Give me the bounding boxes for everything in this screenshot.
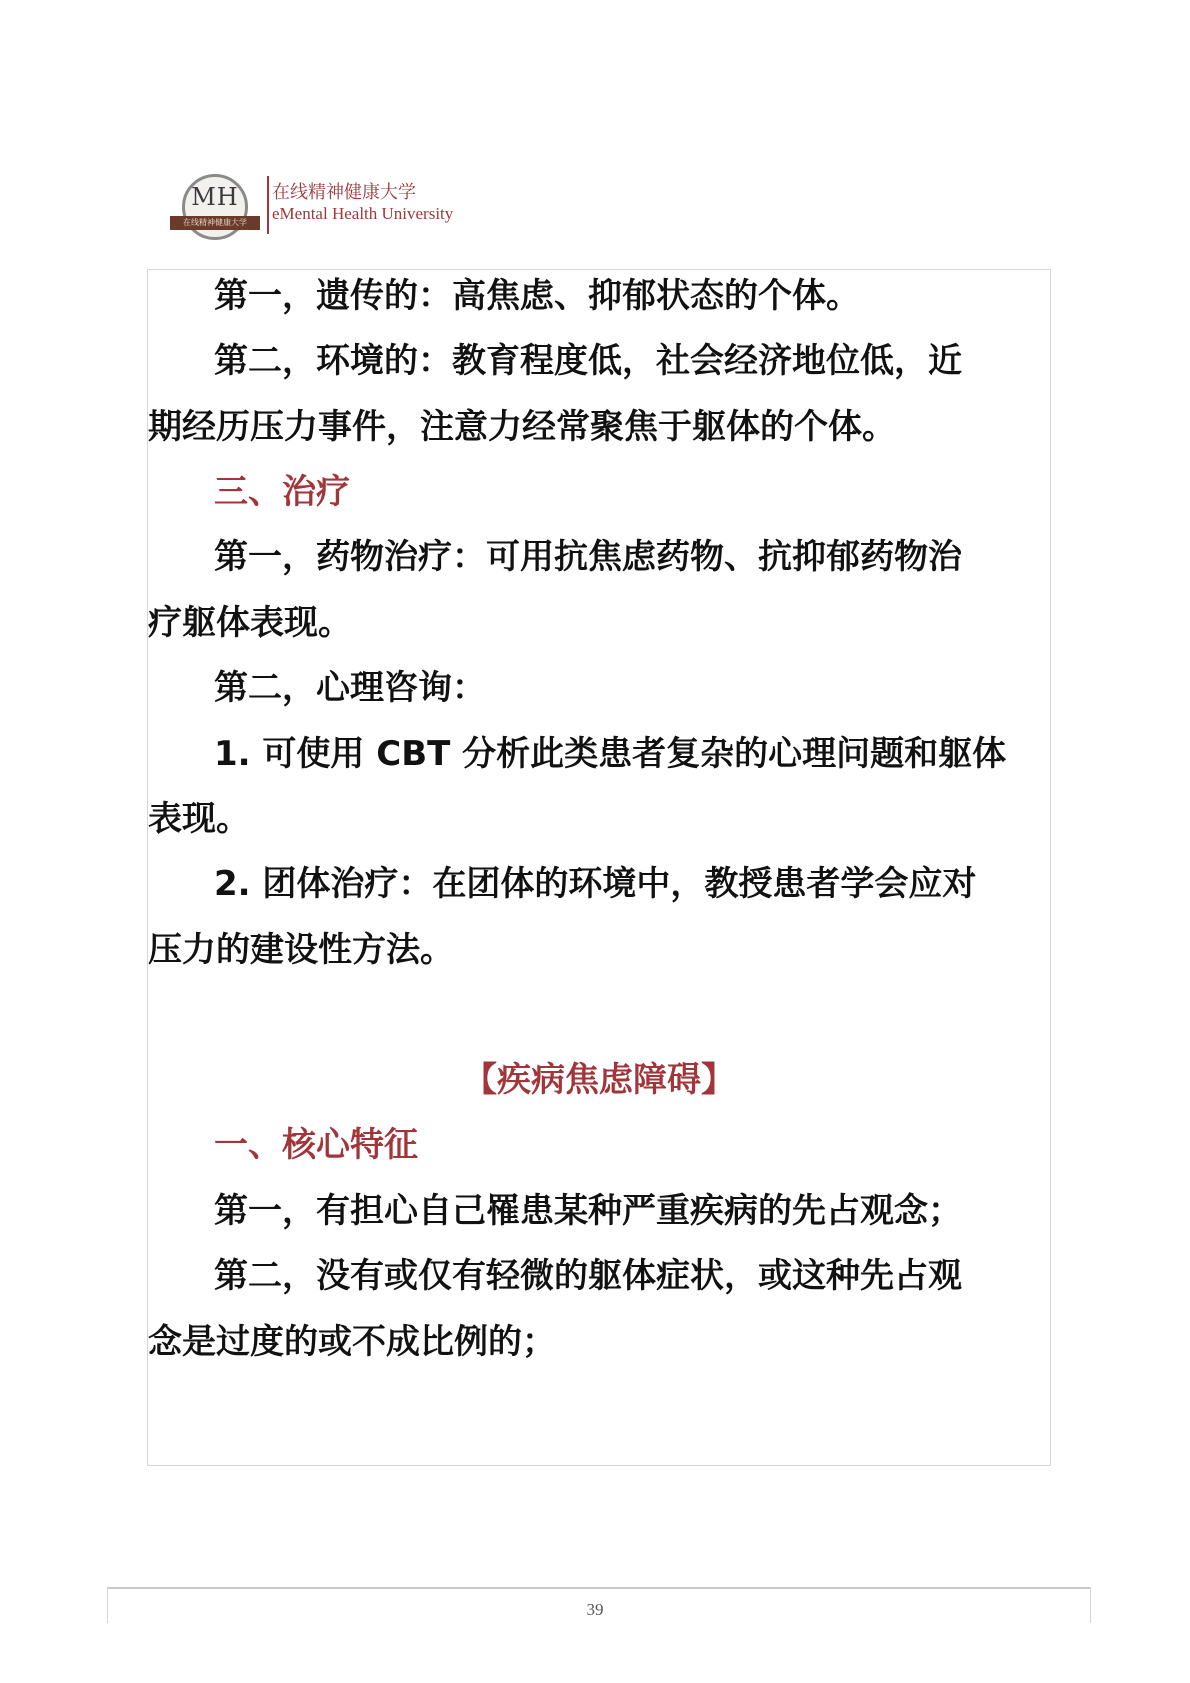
page-number: 39: [586, 1600, 604, 1619]
university-name-cn: 在线精神健康大学: [272, 182, 416, 203]
logo-divider: [267, 176, 269, 234]
seal-mark: MH: [191, 183, 239, 211]
paragraph-medication-line2: 疗躯体表现。: [148, 603, 352, 643]
paragraph-environment-line2: 期经历压力事件，注意力经常聚焦于躯体的个体。: [148, 407, 896, 447]
paragraph-environment-line1: 第二，环境的：教育程度低，社会经济地位低，近: [214, 341, 962, 381]
list-item-cbt-line1: 1. 可使用 CBT 分析此类患者复杂的心理问题和躯体: [214, 734, 1007, 774]
list-item-cbt-line2: 表现。: [148, 799, 250, 839]
university-name-en: eMental Health University: [272, 204, 454, 223]
section-title: 【疾病焦虑障碍】: [463, 1060, 735, 1100]
paragraph-counseling: 第二，心理咨询：: [214, 668, 486, 708]
university-seal-icon: [170, 174, 260, 248]
list-item-group-line2: 压力的建设性方法。: [148, 930, 454, 970]
paragraph-preoccupation: 第一，有担心自己罹患某种严重疾病的先占观念；: [214, 1191, 962, 1231]
paragraph-symptoms-line1: 第二，没有或仅有轻微的躯体症状，或这种先占观: [214, 1256, 962, 1296]
header-logo: [170, 172, 500, 250]
list-item-group-line1: 2. 团体治疗：在团体的环境中，教授患者学会应对: [214, 864, 977, 904]
content-box: [147, 269, 1051, 1466]
paragraph-medication-line1: 第一，药物治疗：可用抗焦虑药物、抗抑郁药物治: [214, 537, 962, 577]
heading-core-features: 一、核心特征: [214, 1125, 418, 1165]
footer-rule: [107, 1587, 1091, 1589]
seal-ribbon: 在线精神健康大学: [170, 216, 260, 230]
paragraph-symptoms-line2: 念是过度的或不成比例的；: [148, 1322, 556, 1362]
paragraph-genetic: 第一，遗传的：高焦虑、抑郁状态的个体。: [214, 276, 860, 316]
heading-treatment: 三、治疗: [214, 472, 350, 512]
